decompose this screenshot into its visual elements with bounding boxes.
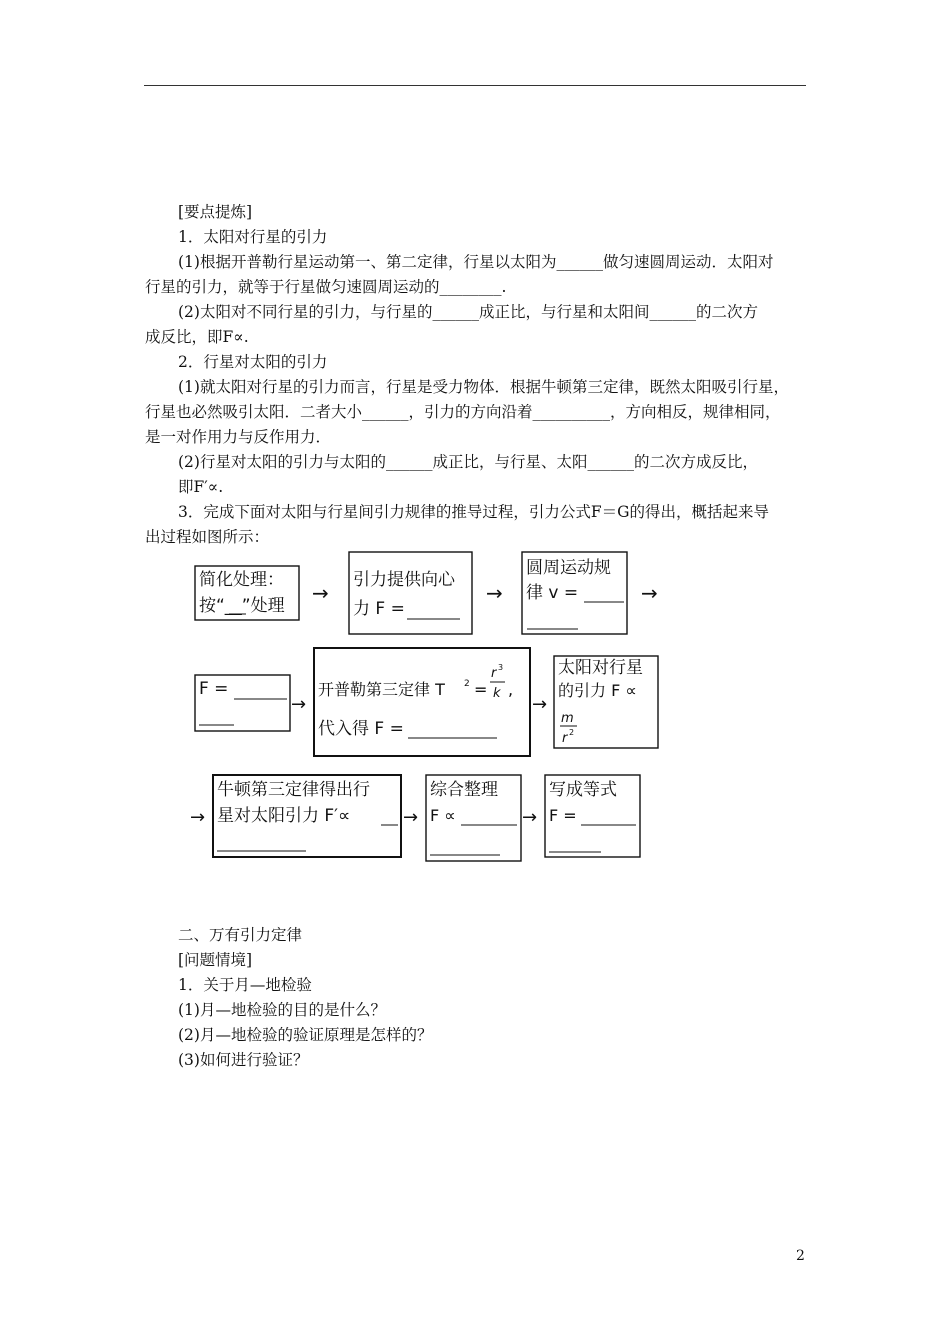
section3-line2: 出过程如图所示： <box>145 528 270 546</box>
question-1c: (3)如何进行验证？ <box>178 1051 309 1069</box>
section3-line1: 3．完成下面对太阳与行星间引力规律的推导过程，引力公式F＝G的得出，概括起来导 <box>178 503 770 521</box>
box5-denominator: k <box>493 686 501 701</box>
box6-line2: 的引力 F ∝ <box>558 681 637 700</box>
section2-para2-line1: (2)行星对太阳的引力与太阳的______成正比，与行星、太阳______的二次方成反比， <box>178 453 758 471</box>
box5-line1: 开普勒第三定律 T <box>318 680 445 699</box>
arrow: → <box>486 581 503 605</box>
box3-line1: 圆周运动规 <box>526 558 611 578</box>
problem-context-heading: [问题情境] <box>178 951 253 969</box>
section2-title: 2．行星对太阳的引力 <box>178 353 328 371</box>
section2-para1-line2: 行星也必然吸引太阳．二者大小______，引力的方向沿着__________，方向相反，规律相同， <box>145 403 781 421</box>
arrow: → <box>403 807 419 828</box>
section1-para2-line2: 成反比，即F∝. <box>145 328 249 346</box>
arrow: → <box>522 807 538 828</box>
box5-numerator: r <box>491 666 497 681</box>
box3-line2: 律 v = <box>526 583 579 603</box>
box6-den-exponent: 2 <box>569 728 575 737</box>
box5-equals: = <box>474 680 488 699</box>
section2-para2-line2: 即F′∝. <box>178 478 224 496</box>
section1-para1-line1: (1)根据开普勒行星运动第一、第二定律，行星以太阳为______做匀速圆周运动．太阳对 <box>178 253 774 271</box>
question-1: 1．关于月—地检验 <box>178 976 312 994</box>
box-centripetal <box>349 552 472 634</box>
points-heading: [要点提炼] <box>178 203 253 221</box>
box6-numerator: m <box>561 711 574 726</box>
box8-line2: F ∝ <box>430 806 456 825</box>
page-number: 2 <box>796 1248 805 1264</box>
box2-line2: 力 F = <box>353 599 405 619</box>
arrow: → <box>532 694 548 715</box>
box8-line1: 综合整理 <box>430 780 498 800</box>
box5-line2: 代入得 F = <box>318 719 404 739</box>
box5-exponent: 2 <box>464 679 470 689</box>
section2-para1-line1: (1)就太阳对行星的引力而言，行星是受力物体．根据牛顿第三定律，既然太阳吸引行星， <box>178 378 789 396</box>
section-universal-gravitation-title: 二、万有引力定律 <box>178 926 303 944</box>
arrow: → <box>312 581 329 605</box>
section1-title: 1．太阳对行星的引力 <box>178 228 328 246</box>
arrow: → <box>641 581 658 605</box>
box7-line1: 牛顿第三定律得出行 <box>217 780 370 800</box>
section2-para1-line3: 是一对作用力与反作用力． <box>145 428 332 446</box>
box6-line1: 太阳对行星 <box>558 658 643 678</box>
box5-num-exponent: 3 <box>498 663 504 672</box>
box9-line1: 写成等式 <box>549 780 617 800</box>
box9-line2: F = <box>549 806 577 825</box>
box1-line2: 按“__”处理 <box>199 596 285 616</box>
question-1a: (1)月—地检验的目的是什么？ <box>178 1001 386 1019</box>
box5-comma: , <box>508 680 514 699</box>
arrow: → <box>291 694 307 715</box>
box1-line1: 简化处理： <box>199 570 284 590</box>
arrow: → <box>190 807 206 828</box>
box2-line1: 引力提供向心 <box>353 570 455 590</box>
box6-denominator: r <box>562 731 568 746</box>
question-1b: (2)月—地检验的验证原理是怎样的？ <box>178 1026 433 1044</box>
section1-para1-line2: 行星的引力，就等于行星做匀速圆周运动的________. <box>145 278 507 296</box>
box4-line1: F = <box>199 679 229 699</box>
section1-para2-line1: (2)太阳对不同行星的引力，与行星的______成正比，与行星和太阳间______的二次方 <box>178 303 758 321</box>
box7-line2: 星对太阳引力 F′∝ <box>217 806 351 826</box>
